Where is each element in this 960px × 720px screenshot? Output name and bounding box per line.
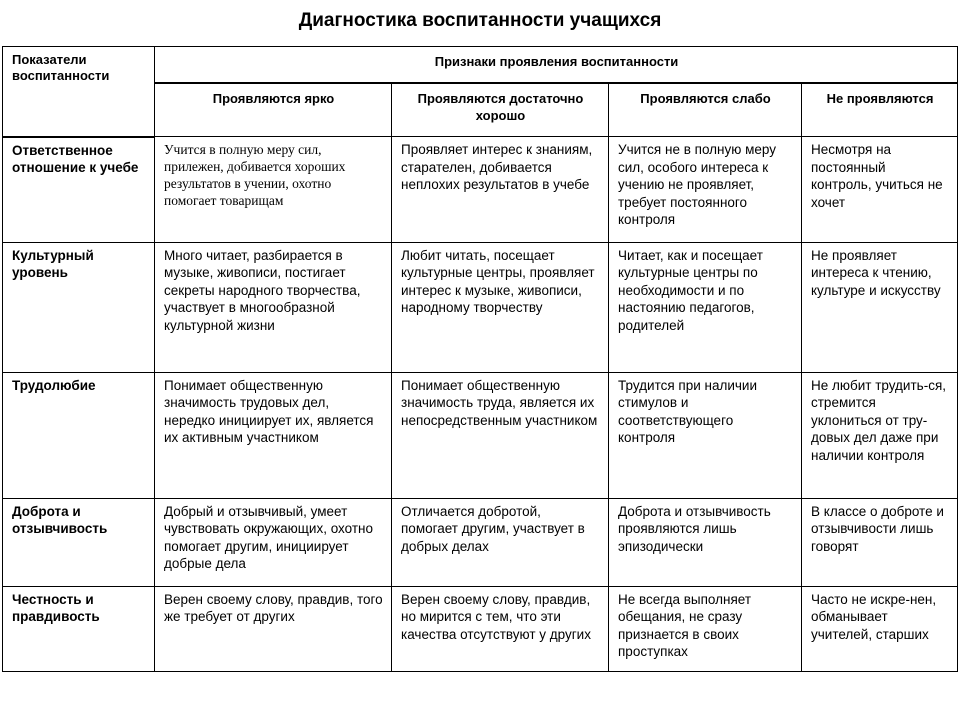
table-cell: Верен своему слову, правдив, того же требует от других — [155, 586, 392, 671]
table-cell: Отличается добротой, помогает другим, участвует в добрых делах — [392, 498, 609, 586]
indicators-header: Показатели воспитанности — [3, 47, 155, 137]
table-cell: Учится в полную меру сил, прилежен, добивается хороших результатов в учении, охотно помогает товарищам — [155, 137, 392, 243]
table-cell: Трудится при наличии стимулов и соответствующего контроля — [609, 372, 802, 498]
table-cell: Добрый и отзывчивый, умеет чувствовать окружающих, охотно помогает другим, инициирует добрые дела — [155, 498, 392, 586]
level-header-bright: Проявляются ярко — [155, 83, 392, 137]
indicator-cell: Доброта и отзывчивость — [3, 498, 155, 586]
table-row — [3, 498, 958, 586]
table-cell: Доброта и отзывчивость проявляются лишь эпизодически — [609, 498, 802, 586]
table-row — [3, 137, 958, 243]
table-row — [3, 372, 958, 498]
table-cell: Понимает общественную значимость труда, является их непосредственным участником — [392, 372, 609, 498]
indicator-cell: Честность и правдивость — [3, 586, 155, 671]
table-cell: Часто не искре-нен, обманывает учителей, старших — [802, 586, 958, 671]
table-cell: Много читает, разбирается в музыке, живописи, постигает секреты народного творчества, участвует в многообразной культурной жизни — [155, 242, 392, 372]
upbringing-diagnostics-table — [2, 46, 958, 672]
indicator-cell: Культурный уровень — [3, 242, 155, 372]
header-row-1 — [3, 47, 958, 84]
table-cell: Проявляет интерес к знаниям, старателен, добивается неплохих результатов в учебе — [392, 137, 609, 243]
table-cell: Любит читать, посещает культурные центры, проявляет интерес к музыке, живописи, народному творчеству — [392, 242, 609, 372]
table-cell: Не проявляет интереса к чтению, культуре и искусству — [802, 242, 958, 372]
signs-header: Признаки проявления воспитанности — [155, 47, 958, 84]
level-header-good: Проявляются достаточно хорошо — [392, 83, 609, 137]
level-header-weak: Проявляются слабо — [609, 83, 802, 137]
indicator-cell: Ответственное отношение к учебе — [3, 137, 155, 243]
page-title: Диагностика воспитанности учащихся — [298, 10, 662, 31]
table-cell: Читает, как и посещает культурные центры по необходимости и по настоянию педагогов, родителей — [609, 242, 802, 372]
indicator-cell: Трудолюбие — [3, 372, 155, 498]
level-header-none: Не проявляются — [802, 83, 958, 137]
table-cell: Не всегда выполняет обещания, не сразу признается в своих проступках — [609, 586, 802, 671]
table-cell: В классе о доброте и отзывчивости лишь говорят — [802, 498, 958, 586]
table-cell: Учится не в полную меру сил, особого интереса к учению не проявляет, требует постоянного контроля — [609, 137, 802, 243]
table-row — [3, 586, 958, 671]
table-cell: Несмотря на постоянный контроль, учиться не хочет — [802, 137, 958, 243]
table-cell: Не любит трудить-ся, стремится уклониться от тру-довых дел даже при наличии контроля — [802, 372, 958, 498]
table-cell: Верен своему слову, правдив, но мирится с тем, что эти качества отсутствуют у других — [392, 586, 609, 671]
table-row — [3, 242, 958, 372]
table-cell: Понимает общественную значимость трудовых дел, нередко инициирует их, является их активным участником — [155, 372, 392, 498]
